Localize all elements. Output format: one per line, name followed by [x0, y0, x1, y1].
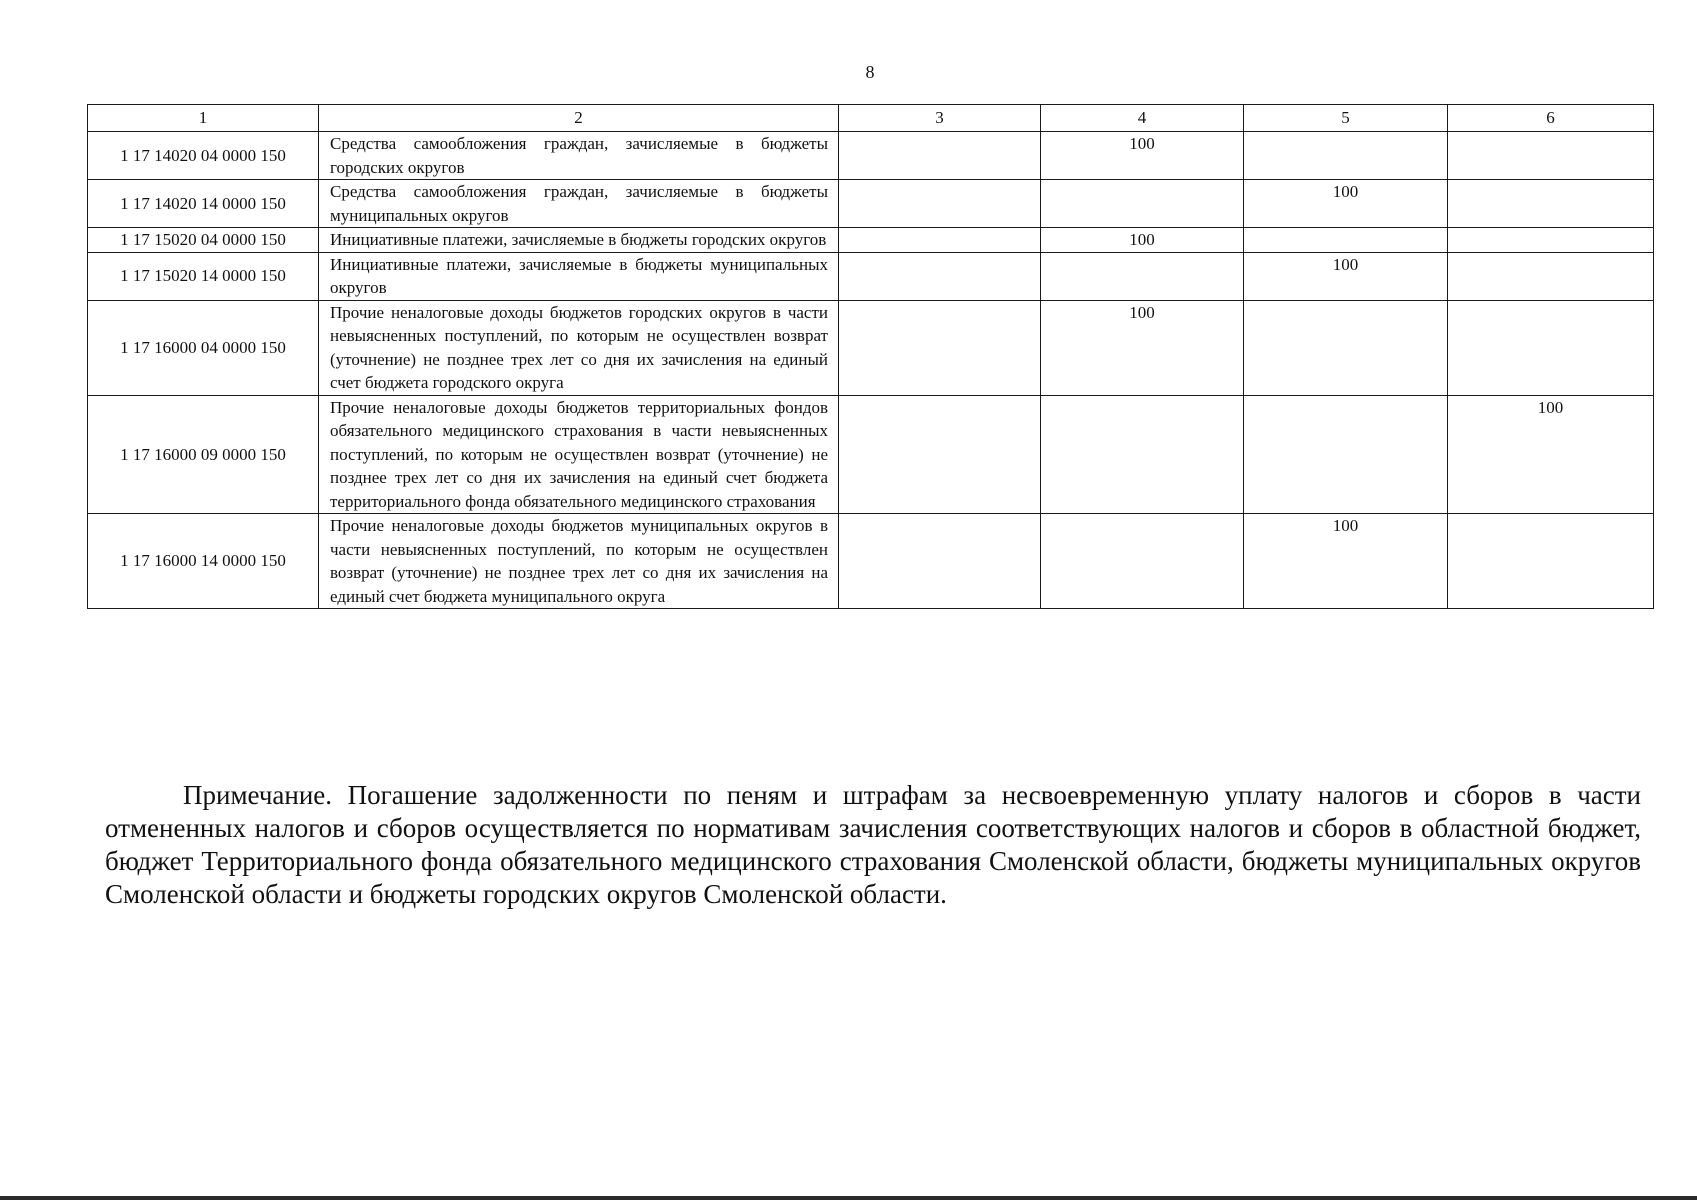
- table-row: [88, 228, 1654, 253]
- column-header-1: 1: [88, 105, 319, 132]
- value-cell-col6: 100: [1448, 395, 1654, 514]
- value-cell-col5: [1244, 395, 1448, 514]
- column-header-5: 5: [1244, 105, 1448, 132]
- value-cell-col5: [1244, 300, 1448, 395]
- table-row: [88, 514, 1654, 609]
- value-cell-col5: [1244, 228, 1448, 253]
- value-cell-col6: [1448, 300, 1654, 395]
- value-cell-col6: [1448, 132, 1654, 180]
- value-cell-col3: [839, 395, 1041, 514]
- value-cell-col5: 100: [1244, 514, 1448, 609]
- description-cell: Прочие неналоговые доходы бюджетов городских округов в части невыясненных поступлений, по которым не осуществлен возврат (уточнение) не позднее трех лет со дня их зачисления на единый счет бюджета городского округа: [319, 300, 839, 395]
- income-code-cell: 1 17 16000 04 0000 150: [88, 300, 319, 395]
- income-code-cell: 1 17 15020 14 0000 150: [88, 252, 319, 300]
- income-code-cell: 1 17 14020 04 0000 150: [88, 132, 319, 180]
- income-code-cell: 1 17 14020 14 0000 150: [88, 180, 319, 228]
- table-row: [88, 395, 1654, 514]
- value-cell-col5: [1244, 132, 1448, 180]
- value-cell-col6: [1448, 228, 1654, 253]
- value-cell-col5: 100: [1244, 180, 1448, 228]
- column-header-4: 4: [1041, 105, 1244, 132]
- value-cell-col3: [839, 228, 1041, 253]
- value-cell-col3: [839, 514, 1041, 609]
- table-header-row: [88, 105, 1654, 132]
- value-cell-col4: 100: [1041, 300, 1244, 395]
- scan-edge-line: [0, 1196, 1697, 1200]
- value-cell-col6: [1448, 252, 1654, 300]
- value-cell-col6: [1448, 180, 1654, 228]
- value-cell-col3: [839, 132, 1041, 180]
- value-cell-col3: [839, 252, 1041, 300]
- note-paragraph: Примечание. Погашение задолженности по пеням и штрафам за несвоевременную уплату налогов и сборов в части отмененных налогов и сборов осуществляется по нормативам зачисления соответствующих налогов и сборов в областной бюджет, бюджет Территориального фонда обязательного медицинского страхования Смоленской области, бюджеты муниципальных округов Смоленской области и бюджеты городских округов Смоленской области.: [105, 780, 1641, 909]
- value-cell-col4: [1041, 514, 1244, 609]
- table-row: [88, 180, 1654, 228]
- description-cell: Прочие неналоговые доходы бюджетов территориальных фондов обязательного медицинского страхования в части невыясненных поступлений, по которым не осуществлен возврат (уточнение) не позднее трех лет со дня их зачисления на единый счет бюджета территориального фонда обязательного медицинского страхования: [319, 395, 839, 514]
- value-cell-col4: [1041, 180, 1244, 228]
- page-number: 8: [865, 62, 875, 82]
- income-code-cell: 1 17 15020 04 0000 150: [88, 228, 319, 253]
- value-cell-col4: [1041, 252, 1244, 300]
- description-cell: Средства самообложения граждан, зачисляемые в бюджеты городских округов: [319, 132, 839, 180]
- description-cell: Инициативные платежи, зачисляемые в бюджеты городских округов: [319, 228, 839, 253]
- description-cell: Инициативные платежи, зачисляемые в бюджеты муниципальных округов: [319, 252, 839, 300]
- table-row: [88, 132, 1654, 180]
- value-cell-col4: 100: [1041, 228, 1244, 253]
- table-row: [88, 300, 1654, 395]
- budget-table: [87, 104, 1654, 609]
- column-header-6: 6: [1448, 105, 1654, 132]
- value-cell-col4: [1041, 395, 1244, 514]
- value-cell-col4: 100: [1041, 132, 1244, 180]
- value-cell-col6: [1448, 514, 1654, 609]
- description-cell: Средства самообложения граждан, зачисляемые в бюджеты муниципальных округов: [319, 180, 839, 228]
- value-cell-col3: [839, 180, 1041, 228]
- table-row: [88, 252, 1654, 300]
- column-header-2: 2: [319, 105, 839, 132]
- value-cell-col3: [839, 300, 1041, 395]
- income-code-cell: 1 17 16000 14 0000 150: [88, 514, 319, 609]
- income-code-cell: 1 17 16000 09 0000 150: [88, 395, 319, 514]
- column-header-3: 3: [839, 105, 1041, 132]
- description-cell: Прочие неналоговые доходы бюджетов муниципальных округов в части невыясненных поступлений, по которым не осуществлен возврат (уточнение) не позднее трех лет со дня их зачисления на единый счет бюджета муниципального округа: [319, 514, 839, 609]
- value-cell-col5: 100: [1244, 252, 1448, 300]
